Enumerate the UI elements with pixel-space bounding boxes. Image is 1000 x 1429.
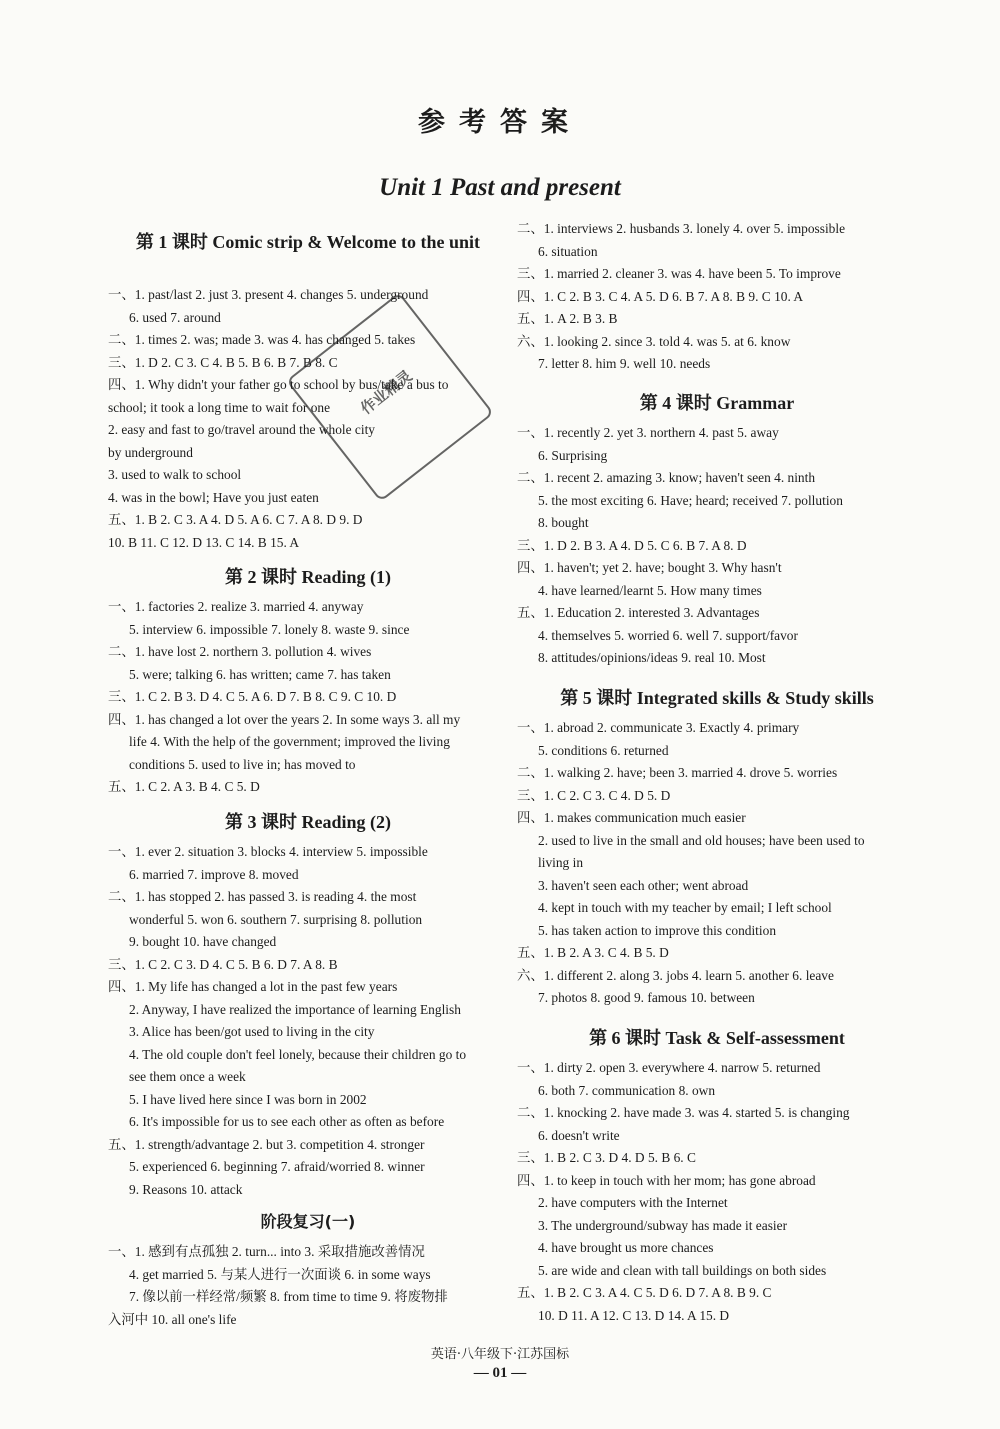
answer-line: 四、1. to keep in touch with her mom; has gone abroad bbox=[517, 1172, 816, 1188]
answer-line: 3. used to walk to school bbox=[108, 467, 242, 482]
answer-line: 三、1. D 2. B 3. A 4. D 5. C 6. B 7. A 8. D bbox=[517, 537, 747, 553]
answer-line: 四、1. makes communication much easier bbox=[517, 810, 746, 825]
answer-line: conditions 5. used to live in; has moved to bbox=[129, 756, 356, 772]
answer-line: 3. Alice has been/got used to living in the city bbox=[129, 1024, 375, 1039]
section-heading: 第 3 课时 Reading (2) bbox=[225, 812, 391, 832]
answer-line: 2. used to live in the small and old houses; have been used to bbox=[538, 832, 865, 848]
section-heading bbox=[108, 1209, 508, 1232]
answer-line: 4. get married 5. 与某人进行一次面谈 6. in some ways bbox=[129, 1266, 431, 1282]
answer-line: 五、1. A 2. B 3. B bbox=[517, 311, 618, 326]
answer-line: 7. 像以前一样经常/频繁 8. from time to time 9. 将废物排 bbox=[129, 1289, 448, 1304]
section-heading: 第 1 课时 Comic strip & Welcome to the unit bbox=[135, 232, 481, 252]
answer-line: 8. attitudes/opinions/ideas 9. real 10. Most bbox=[538, 650, 766, 665]
answer-line: 五、1. B 2. A 3. C 4. B 5. D bbox=[517, 945, 669, 960]
page-title: 参考答案 bbox=[418, 107, 582, 138]
answer-line: 4. kept in touch with my teacher by email; I left school bbox=[538, 900, 832, 915]
answer-line: 二、1. interviews 2. husbands 3. lonely 4. over 5. impossible bbox=[517, 221, 846, 236]
unit-title: Unit 1 Past and present bbox=[379, 174, 621, 201]
answer-line: 六、1. different 2. along 3. jobs 4. learn 5. another 6. leave bbox=[517, 967, 834, 983]
answer-line: 一、1. factories 2. realize 3. married 4. anyway bbox=[108, 599, 364, 614]
answer-line: 五、1. strength/advantage 2. but 3. competition 4. stronger bbox=[108, 1136, 425, 1152]
page-number: — 01 — bbox=[473, 1365, 527, 1381]
answer-line: 2. Anyway, I have realized the importance of learning English bbox=[129, 1001, 461, 1017]
answer-line: 6. used 7. around bbox=[129, 309, 221, 325]
answer-line: 一、1. abroad 2. communicate 3. Exactly 4. primary bbox=[517, 720, 800, 735]
section-heading: 第 6 课时 Task & Self-assessment bbox=[589, 1028, 845, 1048]
answer-line: 4. themselves 5. worried 6. well 7. support/favor bbox=[538, 627, 798, 643]
section-heading: 第 5 课时 Integrated skills & Study skills bbox=[560, 688, 874, 708]
answer-line: 5. were; talking 6. has written; came 7. has taken bbox=[129, 666, 391, 682]
answer-line: 5. experienced 6. beginning 7. afraid/worried 8. winner bbox=[129, 1159, 425, 1174]
answer-line: 一、1. past/last 2. just 3. present 4. changes 5. underground bbox=[108, 287, 429, 302]
answer-line: 三、1. married 2. cleaner 3. was 4. have been 5. To improve bbox=[517, 266, 841, 281]
answer-line: 二、1. have lost 2. northern 3. pollution 4. wives bbox=[108, 644, 372, 659]
answer-line: 三、1. D 2. C 3. C 4. B 5. B 6. B 7. B 8. C bbox=[108, 354, 338, 370]
answer-line: 一、1. recently 2. yet 3. northern 4. past 5. away bbox=[517, 425, 779, 440]
answer-line: 6. Surprising bbox=[538, 447, 608, 463]
answer-line: living in bbox=[538, 855, 584, 870]
answer-line: 二、1. walking 2. have; been 3. married 4. drove 5. worries bbox=[517, 765, 838, 780]
answer-line: 5. are wide and clean with tall buildings on both sides bbox=[538, 1262, 827, 1278]
section-heading: 第 4 课时 Grammar bbox=[639, 393, 795, 413]
answer-line: 一、1. ever 2. situation 3. blocks 4. interview 5. impossible bbox=[108, 844, 428, 859]
answer-line: 4. have learned/learnt 5. How many times bbox=[538, 582, 762, 598]
answer-line: 四、1. has changed a lot over the years 2. In some ways 3. all my bbox=[108, 711, 461, 727]
answer-line: 7. photos 8. good 9. famous 10. between bbox=[538, 990, 755, 1005]
answer-line: 7. letter 8. him 9. well 10. needs bbox=[538, 356, 711, 371]
answer-line: 6. both 7. communication 8. own bbox=[538, 1082, 716, 1098]
answer-line: 6. situation bbox=[538, 243, 598, 259]
stamp-text: 作业精灵 bbox=[357, 366, 416, 418]
answer-line: 3. The underground/subway has made it easier bbox=[538, 1217, 788, 1233]
answer-line: 10. D 11. A 12. C 13. D 14. A 15. D bbox=[538, 1307, 730, 1323]
answer-line: 五、1. B 2. C 3. A 4. D 5. A 6. C 7. A 8. D 9. D bbox=[108, 512, 363, 527]
answer-line: 二、1. has stopped 2. has passed 3. is reading 4. the most bbox=[108, 889, 417, 904]
answer-line: 四、1. Why didn't your father go to school by bus/take a bus to bbox=[108, 377, 449, 392]
answer-line: 2. easy and fast to go/travel around the whole city bbox=[108, 422, 375, 437]
answer-line: 8. bought bbox=[538, 515, 589, 530]
answer-line: 10. B 11. C 12. D 13. C 14. B 15. A bbox=[108, 534, 300, 550]
answer-line: 6. married 7. improve 8. moved bbox=[129, 866, 299, 882]
page-footer: 英语·八年级下·江苏国标 bbox=[430, 1347, 570, 1362]
answer-line: 6. It's impossible for us to see each other as often as before bbox=[129, 1114, 445, 1129]
answer-line: 三、1. C 2. C 3. D 4. C 5. B 6. D 7. A 8. B bbox=[108, 956, 338, 972]
answer-line: 9. bought 10. have changed bbox=[129, 934, 277, 949]
answer-line: 3. haven't seen each other; went abroad bbox=[538, 877, 749, 893]
answer-line: 三、1. C 2. B 3. D 4. C 5. A 6. D 7. B 8. C 9. C 10. D bbox=[108, 689, 397, 704]
answer-line: wonderful 5. won 6. southern 7. surprising 8. pollution bbox=[129, 911, 423, 927]
answer-line: 五、1. B 2. C 3. A 4. C 5. D 6. D 7. A 8. B 9. C bbox=[517, 1285, 772, 1300]
answer-line: life 4. With the help of the government; improved the living bbox=[129, 734, 450, 749]
answer-line: 五、1. Education 2. interested 3. Advantages bbox=[517, 605, 760, 620]
answer-line: 一、1. 感到有点孤独 2. turn... into 3. 采取措施改善情况 bbox=[108, 1244, 425, 1259]
answer-line: 2. have computers with the Internet bbox=[538, 1195, 728, 1210]
answer-line: 9. Reasons 10. attack bbox=[129, 1181, 243, 1197]
answer-line: 5. the most exciting 6. Have; heard; received 7. pollution bbox=[538, 492, 843, 508]
answer-line: 4. was in the bowl; Have you just eaten bbox=[108, 489, 319, 505]
answer-line: school; it took a long time to wait for one bbox=[108, 399, 331, 415]
answer-line: 4. have brought us more chances bbox=[538, 1240, 714, 1255]
answer-line: 四、1. C 2. B 3. C 4. A 5. D 6. B 7. A 8. B 9. C 10. A bbox=[517, 288, 804, 304]
answer-line: 5. has taken action to improve this condition bbox=[538, 922, 777, 938]
answer-line: 5. I have lived here since I was born in 2002 bbox=[129, 1091, 367, 1107]
answer-line: 六、1. looking 2. since 3. told 4. was 5. at 6. know bbox=[517, 333, 791, 349]
answer-line: 四、1. My life has changed a lot in the past few years bbox=[108, 979, 398, 994]
answer-line: 6. doesn't write bbox=[538, 1127, 620, 1143]
answer-line: 四、1. haven't; yet 2. have; bought 3. Why hasn't bbox=[517, 560, 782, 575]
answer-line: 五、1. C 2. A 3. B 4. C 5. D bbox=[108, 779, 260, 794]
answer-line: 入河中 10. all one's life bbox=[108, 1311, 237, 1327]
answer-line: 二、1. times 2. was; made 3. was 4. has changed 5. takes bbox=[108, 332, 416, 347]
answer-line: 三、1. C 2. C 3. C 4. D 5. D bbox=[517, 787, 671, 803]
answer-line: 5. interview 6. impossible 7. lonely 8. waste 9. since bbox=[129, 621, 410, 637]
answer-line: 5. conditions 6. returned bbox=[538, 742, 669, 758]
answer-line: see them once a week bbox=[129, 1069, 246, 1084]
section-heading-text: 阶段复习(一) bbox=[260, 1212, 356, 1231]
answer-line: 4. The old couple don't feel lonely, because their children go to bbox=[129, 1046, 467, 1062]
answer-line: 一、1. dirty 2. open 3. everywhere 4. narrow 5. returned bbox=[517, 1060, 821, 1075]
section-heading: 第 2 课时 Reading (1) bbox=[225, 567, 391, 587]
answer-line: 二、1. knocking 2. have made 3. was 4. started 5. is changing bbox=[517, 1105, 850, 1120]
answer-line: 三、1. B 2. C 3. D 4. D 5. B 6. C bbox=[517, 1150, 696, 1165]
answer-line: 二、1. recent 2. amazing 3. know; haven't seen 4. ninth bbox=[517, 470, 816, 485]
answer-line: by underground bbox=[108, 444, 193, 460]
